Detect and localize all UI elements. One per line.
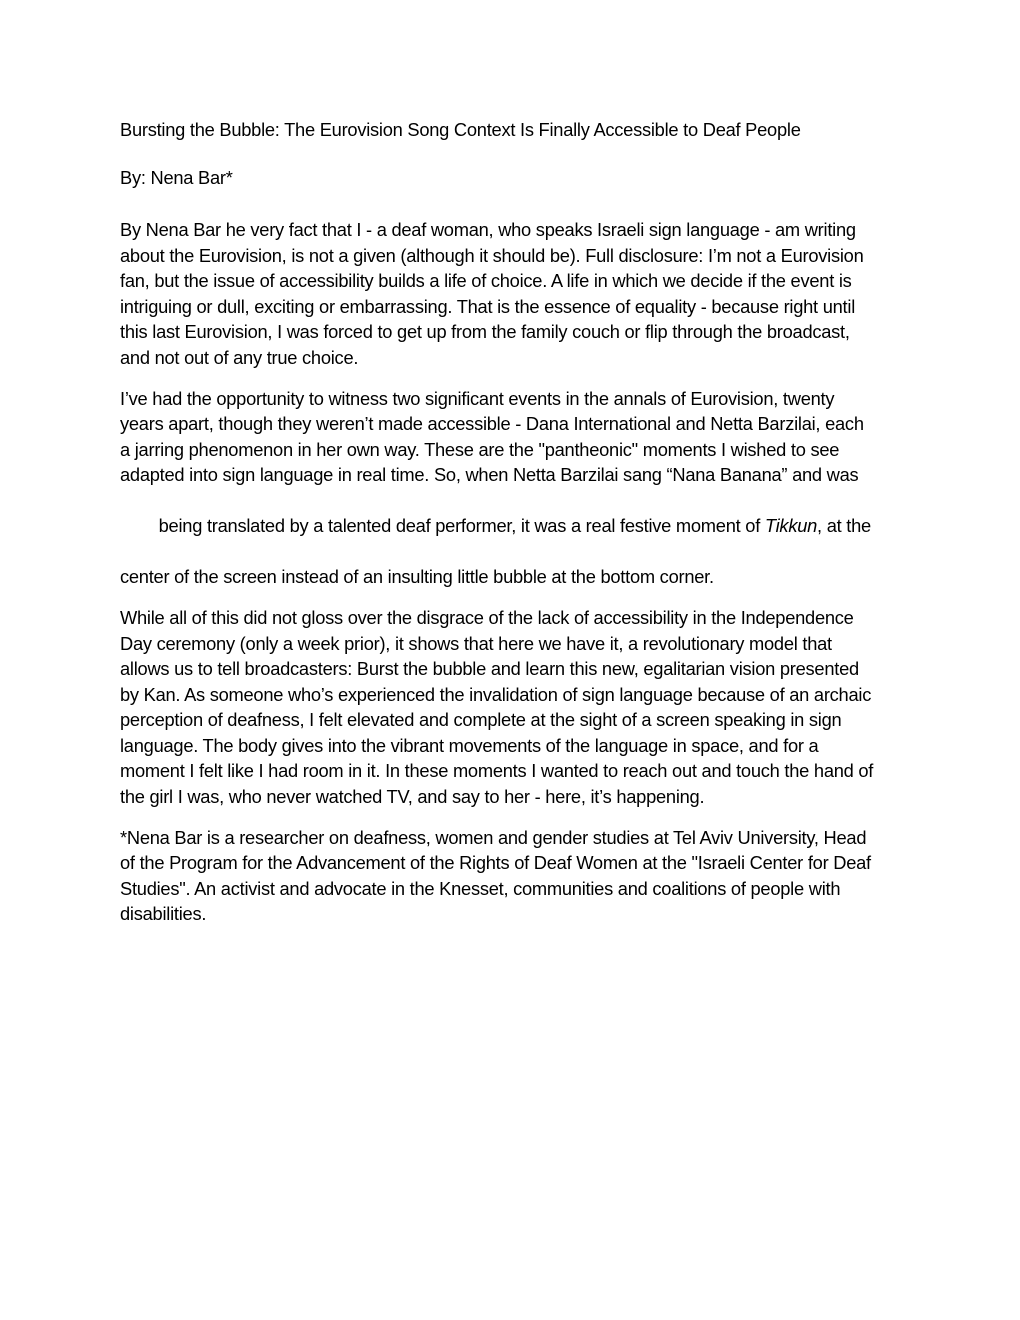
text-line: fan, but the issue of accessibility builds a life of choice. A life in which we decide if the event is [120,270,852,291]
text-line: By Nena Bar he very fact that I - a deaf woman, who speaks Israeli sign language - am writing [120,219,856,240]
text-line: allows us to tell broadcasters: Burst the bubble and learn this new, egalitarian vision presented [120,658,859,679]
text-line: *Nena Bar is a researcher on deafness, women and gender studies at Tel Aviv University, Head [120,826,867,848]
byline: By: Nena Bar* [120,166,233,188]
text-line: intriguing or dull, exciting or embarrassing. That is the essence of equality - because right until [120,295,856,317]
text-line: While all of this did not gloss over the disgrace of the lack of accessibility in the Independence [120,607,854,628]
text-line: of the Program for the Advancement of the Rights of Deaf Women at the "Israeli Center for Deaf [120,852,871,873]
document-title: Bursting the Bubble: The Eurovision Song Context Is Finally Accessible to Deaf People [120,119,801,140]
paragraph [120,386,900,590]
text-line: this last Eurovision, I was forced to get up from the family couch or flip through the broadcast, [120,321,850,342]
paragraph [120,217,900,370]
italic-word: Tikkun [764,515,818,536]
text-segment: , at the [817,515,871,536]
text-line: by Kan. As someone who’s experienced the invalidation of sign language because of an archaic [120,683,872,705]
text-line: language. The body gives into the vibrant movements of the language in space, and for a [120,734,819,756]
paragraph [120,605,900,809]
text-line: and not out of any true choice. [120,346,359,368]
text-line: Day ceremony (only a week prior), it shows that here we have it, a revolutionary model that [120,632,832,654]
text-line [120,488,900,565]
text-line: about the Eurovision, is not a given (although it should be). Full disclosure: I’m not a Eurovision [120,244,864,266]
text-line: disabilities. [120,903,207,924]
text-line: adapted into sign language in real time. So, when Netta Barzilai sang “Nana Banana” and was [120,464,859,485]
text-line: Studies". An activist and advocate in the Knesset, communities and coalitions of people with [120,877,841,899]
text-line: moment I felt like I had room in it. In these moments I wanted to reach out and touch the hand of [120,760,874,781]
text-line: I’ve had the opportunity to witness two significant events in the annals of Eurovision, twenty [120,387,835,409]
text-segment: being translated by a talented deaf performer, it was a real festive moment of [158,515,765,536]
paragraph [120,825,900,927]
text-line: years apart, though they weren’t made accessible - Dana International and Netta Barzilai, each [120,413,864,434]
text-line: a jarring phenomenon in her own way. These are the "pantheonic" moments I wished to see [120,438,840,460]
text-line: perception of deafness, I felt elevated and complete at the sight of a screen speaking in sign [120,709,842,730]
text-line: the girl I was, who never watched TV, and say to her - here, it’s happening. [120,785,705,807]
text-line: center of the screen instead of an insulting little bubble at the bottom corner. [120,566,714,587]
